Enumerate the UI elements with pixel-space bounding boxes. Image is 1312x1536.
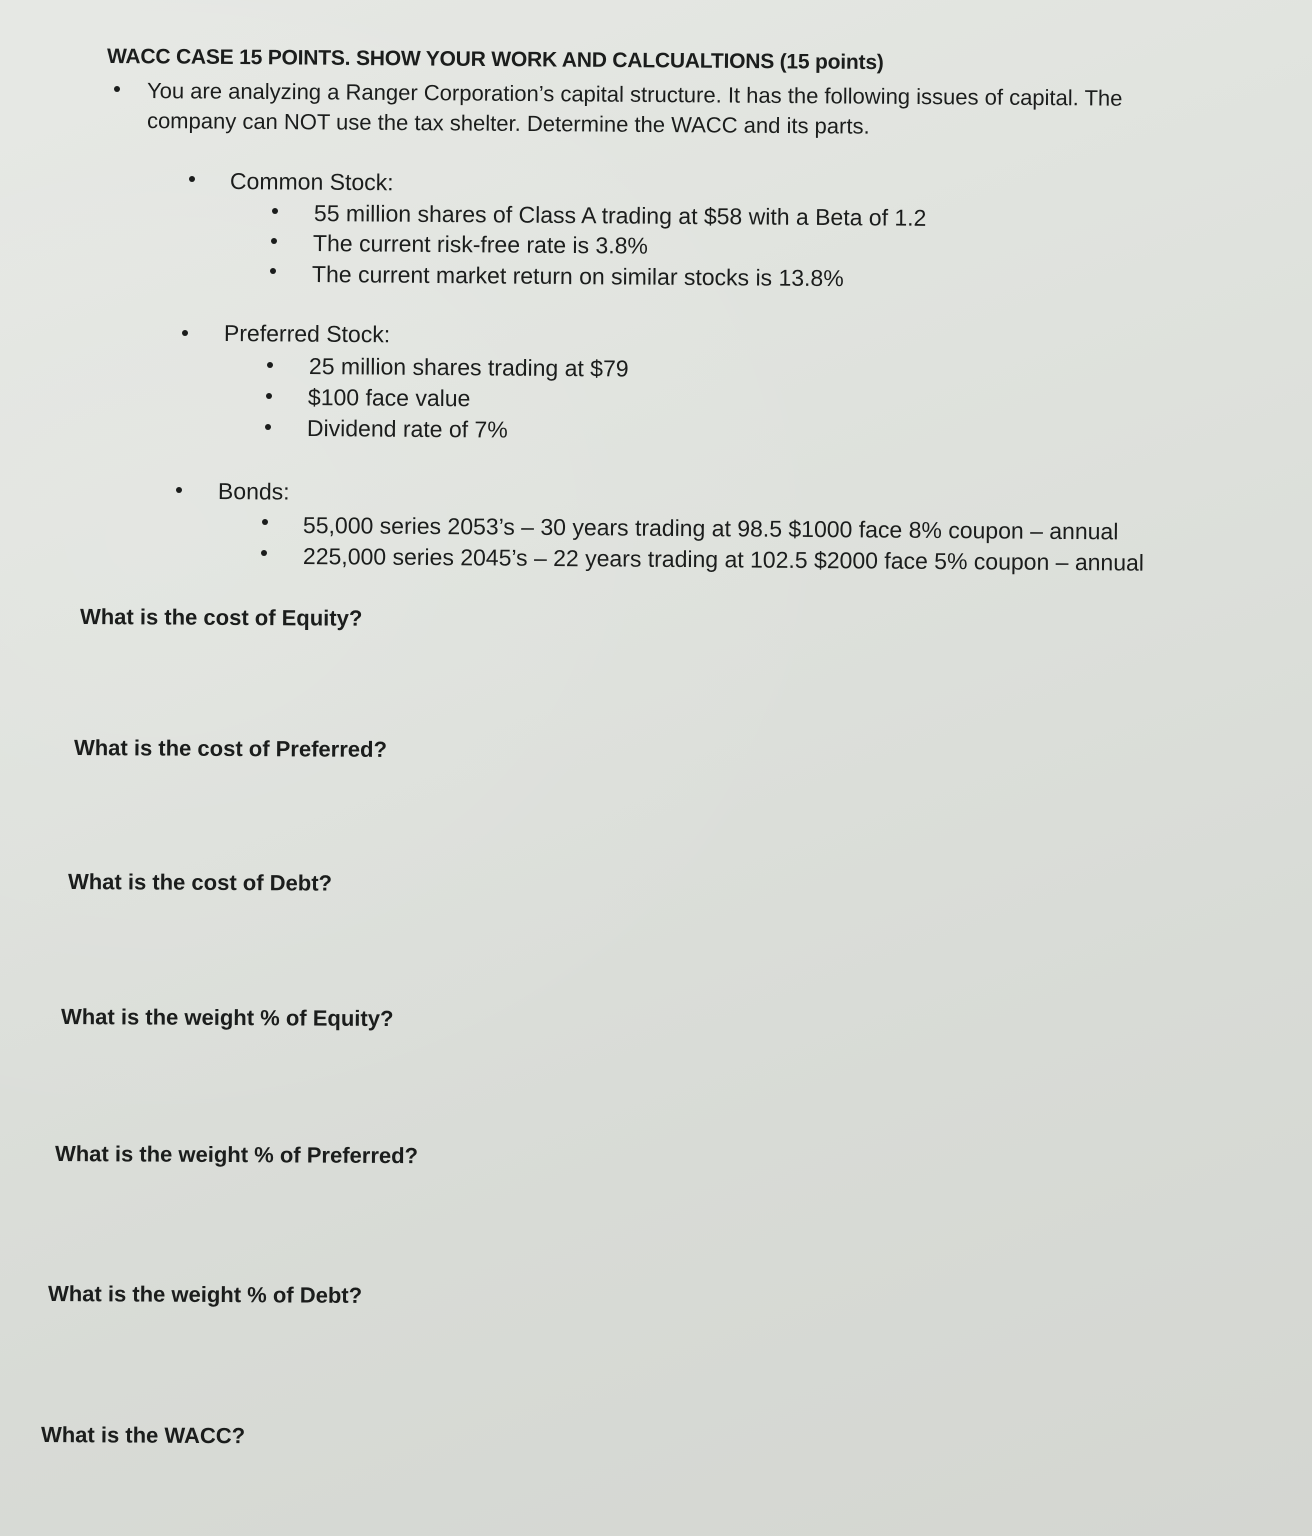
- common-stock-item-bullet: [270, 268, 276, 274]
- preferred-stock-item: 25 million shares trading at $79: [308, 353, 629, 382]
- preferred-stock-item: $100 face value: [307, 384, 471, 412]
- common-stock-item-bullet: [272, 208, 278, 214]
- common-stock-item: 55 million shares of Class A trading at $58 with a Beta of 1.2: [313, 200, 927, 231]
- bonds-bullet: [176, 487, 182, 493]
- page-title: WACC CASE 15 POINTS. SHOW YOUR WORK AND CALCUALTIONS (15 points): [106, 45, 884, 75]
- bonds-item: 225,000 series 2045’s – 22 years trading at 102.5 $2000 face 5% coupon – annual: [302, 543, 1145, 576]
- common-stock-item: The current risk-free rate is 3.8%: [312, 230, 648, 259]
- question-weight-of-equity: What is the weight % of Equity?: [60, 1004, 394, 1032]
- bonds-item: 55,000 series 2053’s – 30 years trading at 98.5 $1000 face 8% coupon – annual: [302, 512, 1119, 545]
- intro-line-1: You are analyzing a Ranger Corporation’s capital structure. It has the following issues of capital. The: [146, 78, 1123, 111]
- answer-area-cost-of-preferred[interactable]: [40, 770, 1270, 865]
- answer-area-weight-of-equity[interactable]: [40, 1040, 1270, 1135]
- preferred-stock-item-bullet: [266, 393, 272, 399]
- question-weight-of-preferred: What is the weight % of Preferred?: [54, 1141, 419, 1169]
- answer-area-wacc[interactable]: [40, 1458, 1270, 1528]
- bonds-item-bullet: [262, 519, 268, 525]
- answer-area-cost-of-equity[interactable]: [40, 640, 1270, 730]
- answer-area-weight-of-preferred[interactable]: [40, 1177, 1270, 1272]
- intro-line-2: company can NOT use the tax shelter. Determine the WACC and its parts.: [146, 108, 870, 139]
- question-cost-of-equity: What is the cost of Equity?: [79, 604, 363, 631]
- answer-area-cost-of-debt[interactable]: [40, 905, 1270, 1000]
- common-stock-item-bullet: [271, 238, 277, 244]
- bonds-item-bullet: [261, 550, 267, 556]
- question-weight-of-debt: What is the weight % of Debt?: [47, 1281, 363, 1308]
- common-stock-item: The current market return on similar stocks is 13.8%: [311, 261, 844, 292]
- preferred-stock-heading: Preferred Stock:: [223, 320, 391, 348]
- common-stock-bullet: [189, 176, 195, 182]
- common-stock-heading: Common Stock:: [229, 168, 394, 196]
- preferred-stock-item-bullet: [265, 424, 271, 430]
- preferred-stock-item: Dividend rate of 7%: [306, 415, 508, 443]
- question-cost-of-debt: What is the cost of Debt?: [67, 869, 333, 896]
- question-wacc: What is the WACC?: [40, 1422, 246, 1449]
- intro-bullet: [114, 86, 120, 92]
- preferred-stock-item-bullet: [267, 362, 273, 368]
- question-cost-of-preferred: What is the cost of Preferred?: [73, 735, 388, 762]
- bonds-heading: Bonds:: [217, 478, 290, 505]
- answer-area-weight-of-debt[interactable]: [40, 1317, 1270, 1412]
- preferred-stock-bullet: [182, 330, 188, 336]
